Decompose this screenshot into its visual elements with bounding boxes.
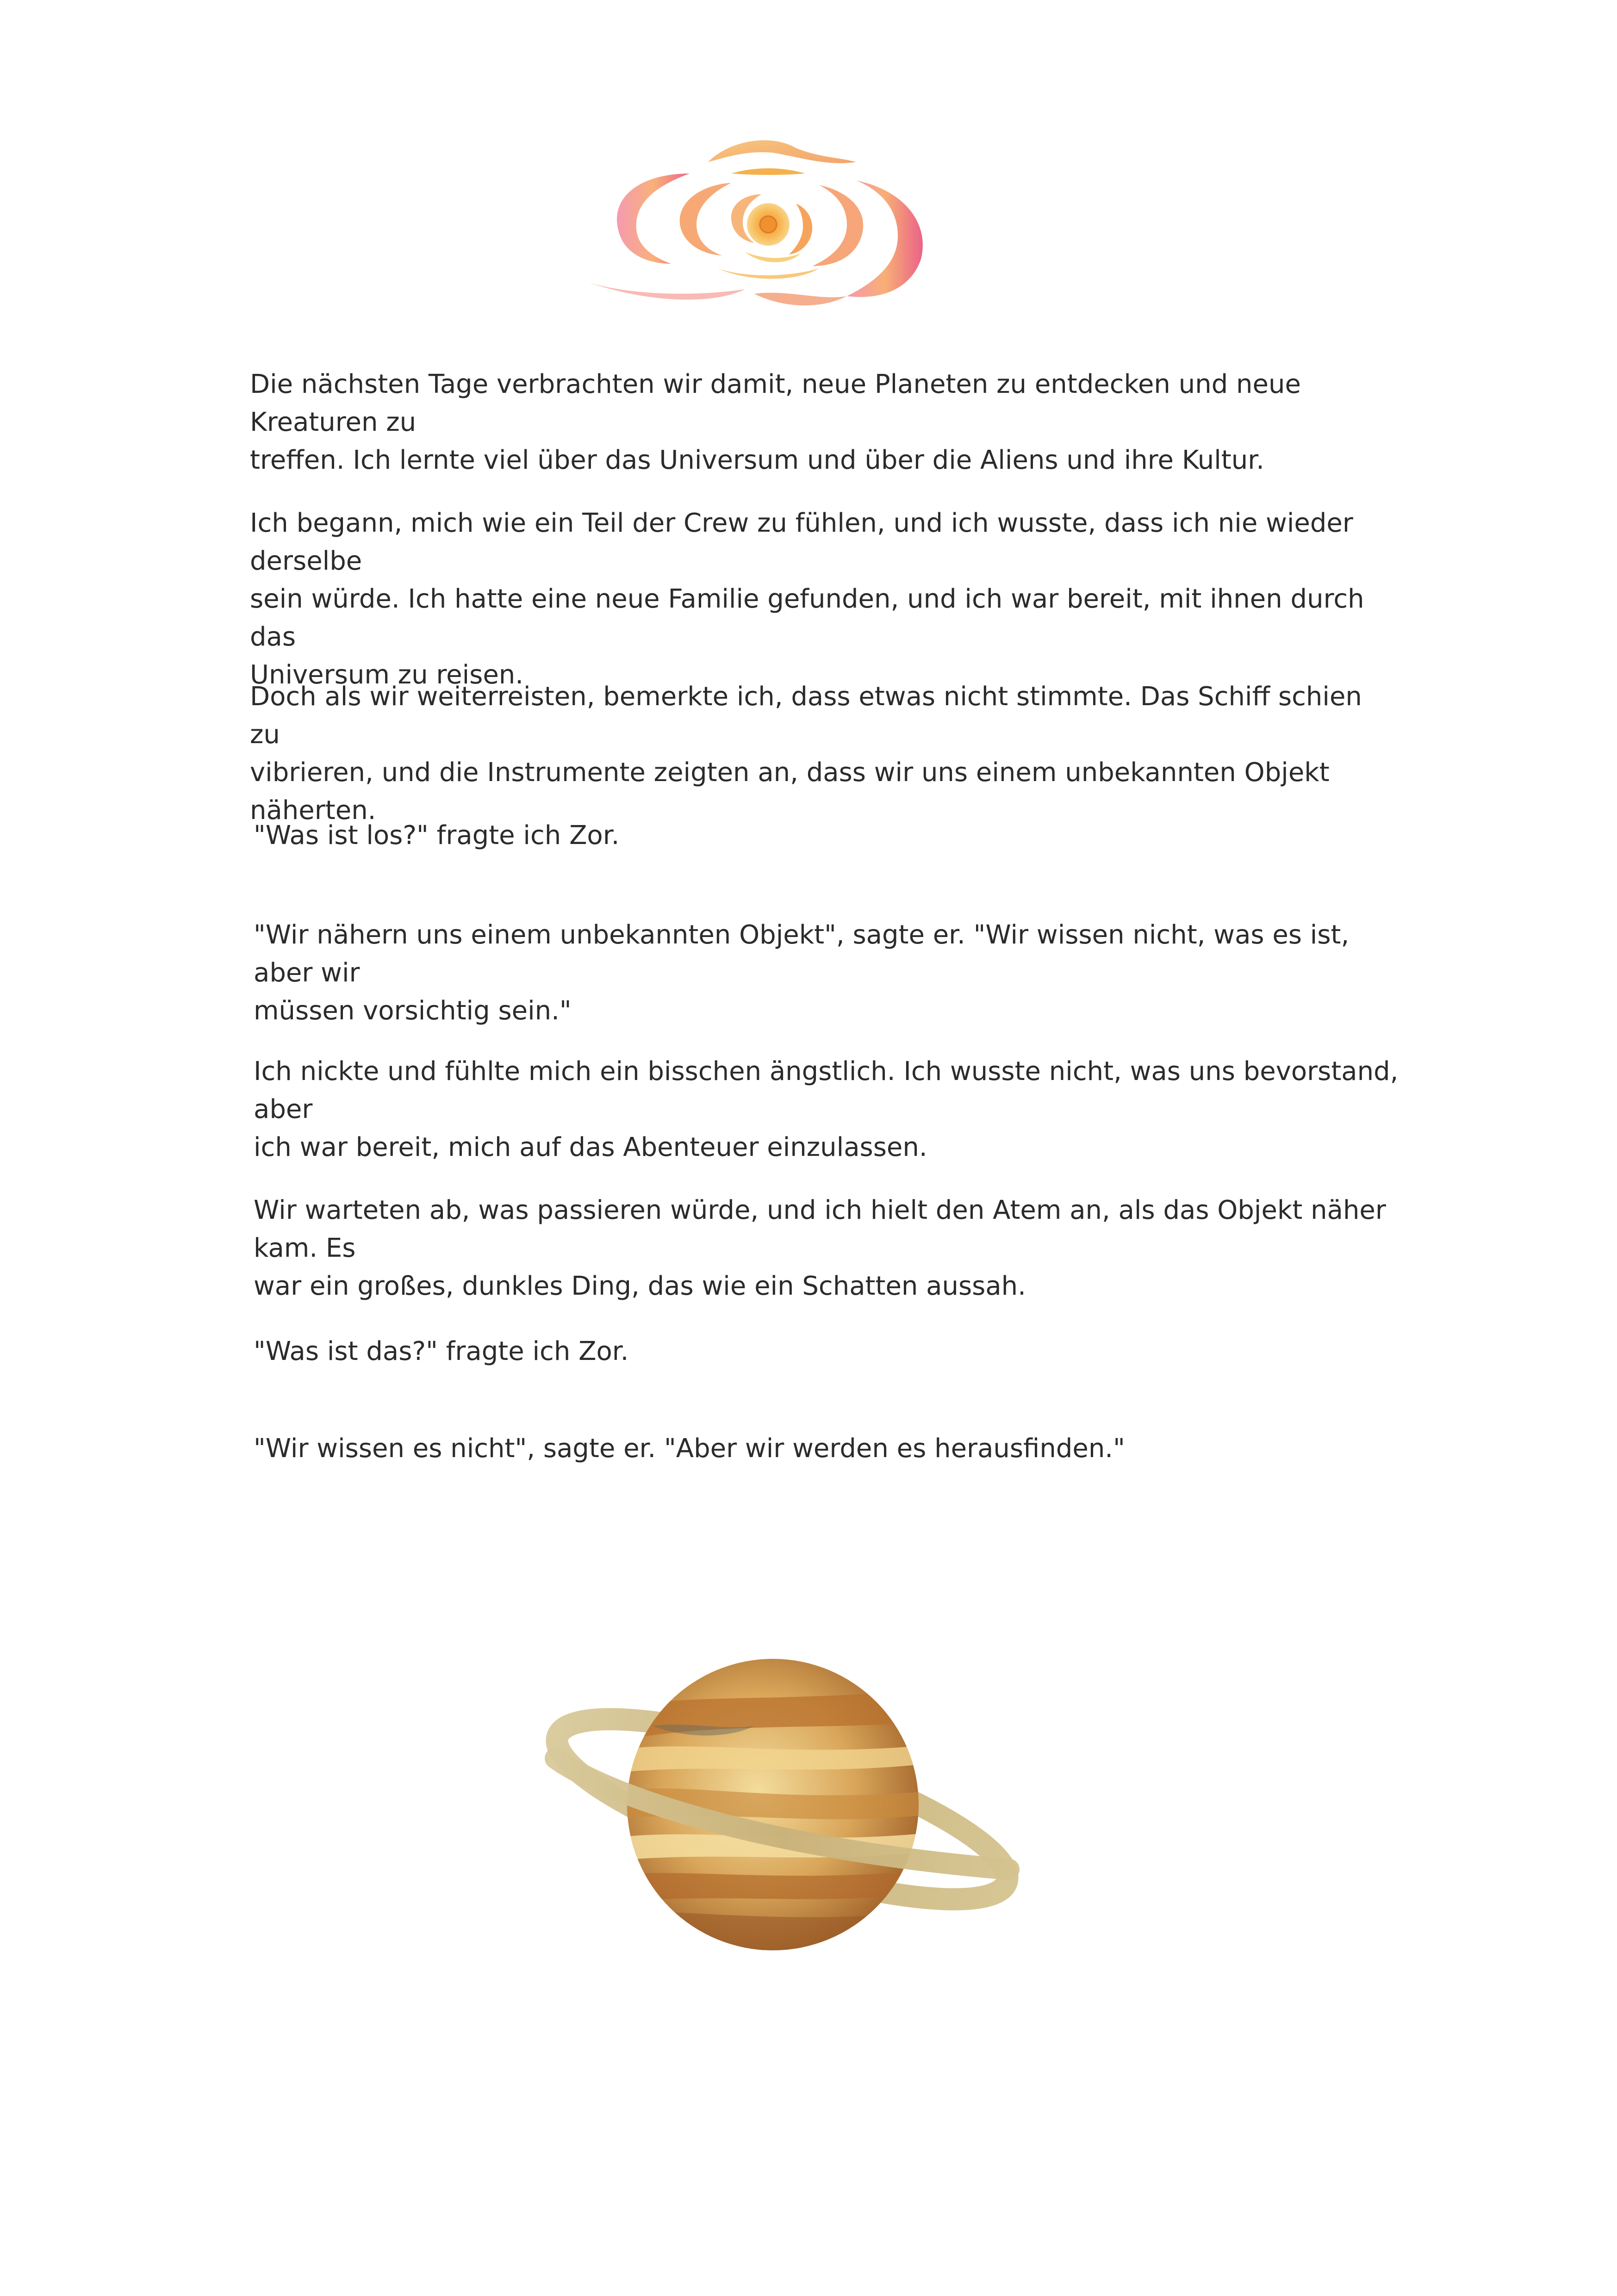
story-paragraph-3: Doch als wir weiterreisten, bemerkte ich, dass etwas nicht stimmte. Das Schiff schien zu vibrieren, und die Instrumente zeigten an, dass wir uns einem unbekannten Objekt näherten. [250, 682, 1362, 825]
story-paragraph-4: "Was ist los?" fragte ich Zor. [254, 820, 620, 850]
story-paragraph-9: "Wir wissen es nicht", sagte er. "Aber wir werden es herausfinden." [254, 1433, 1125, 1464]
story-paragraph-8: "Was ist das?" fragte ich Zor. [254, 1336, 629, 1366]
story-paragraph-6: Ich nickte und fühlte mich ein bisschen ängstlich. Ich wusste nicht, was uns bevorstand, aber ich war bereit, mich auf das Abenteuer einzulassen. [254, 1056, 1399, 1162]
story-paragraph-7: Wir warteten ab, was passieren würde, und ich hielt den Atem an, als das Objekt näher kam. Es war ein großes, dunkles Ding, das wie ein Schatten aussah. [254, 1195, 1386, 1301]
story-paragraph-2: Ich begann, mich wie ein Teil der Crew zu fühlen, und ich wusste, dass ich nie wieder derselbe sein würde. Ich hatte eine neue Familie gefunden, und ich war bereit, mit ihnen durch das Universum zu reisen. [250, 508, 1364, 690]
story-paragraph-5: "Wir nähern uns einem unbekannten Objekt", sagte er. "Wir wissen nicht, was es ist, aber wir müssen vorsichtig sein." [254, 920, 1350, 1026]
galaxy-illustration [578, 130, 949, 319]
story-paragraph-1: Die nächsten Tage verbrachten wir damit, neue Planeten zu entdecken und neue Kreaturen zu treffen. Ich lernte viel über das Universum und über die Aliens und ihre Kultur. [250, 369, 1301, 475]
ringed-planet-illustration [537, 1652, 1027, 1976]
